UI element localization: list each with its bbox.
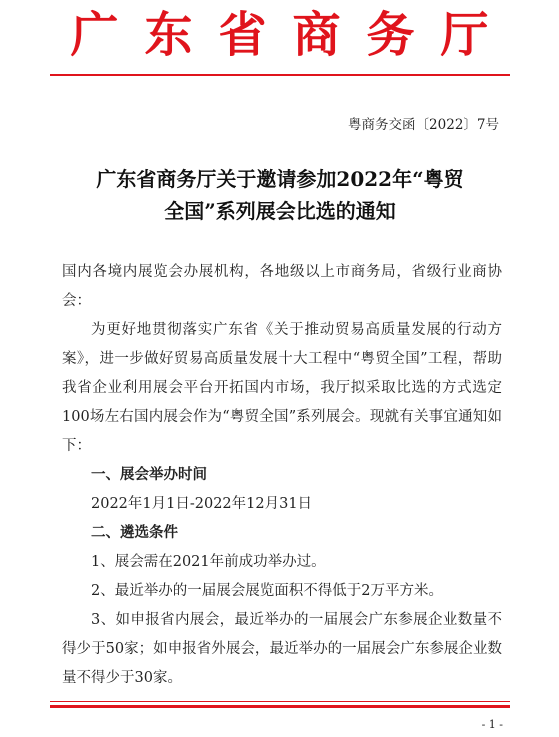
- condition-3: 3、如申报省内展会，最近举办的一届展会广东参展企业数量不得少于50家；如申报省外展会，最近举办的一届展会广东参展企业数量不得少于30家。: [62, 612, 502, 686]
- section-1-text: 2022年1月1日-2022年12月31日: [91, 496, 313, 512]
- org-name-header: 广东省商务厅: [70, 7, 515, 63]
- page-number: - 1 -: [481, 718, 503, 731]
- document-title: [50, 163, 510, 227]
- title-line-2: 全国”系列展会比选的通知: [164, 199, 396, 223]
- footer-divider-thick: [50, 705, 510, 708]
- document-number: 粤商务交函〔2022〕7号: [348, 117, 499, 133]
- addressee: 国内各境内展览会办展机构，各地级以上市商务局，省级行业商协会：: [62, 264, 502, 309]
- header-divider: [50, 74, 510, 76]
- section-1-heading: 一、展会举办时间: [91, 467, 207, 483]
- footer-divider-thin: [50, 701, 510, 702]
- condition-1: 1、展会需在2021年前成功举办过。: [91, 554, 326, 570]
- section-2-heading: 二、遴选条件: [91, 525, 178, 541]
- intro-paragraph: 为更好地贯彻落实广东省《关于推动贸易高质量发展的行动方案》，进一步做好贸易高质量发展十大工程中“粤贸全国”工程，帮助我省企业利用展会平台开拓国内市场，我厅拟采取比选的方式选定100场左右国内展会作为“粤贸全国”系列展会。现就有关事宜通知如下：: [62, 322, 502, 454]
- document-body: [62, 258, 502, 693]
- condition-2: 2、最近举办的一届展会展览面积不得低于2万平方米。: [91, 583, 443, 599]
- title-line-1: 广东省商务厅关于邀请参加2022年“粤贸: [96, 167, 464, 191]
